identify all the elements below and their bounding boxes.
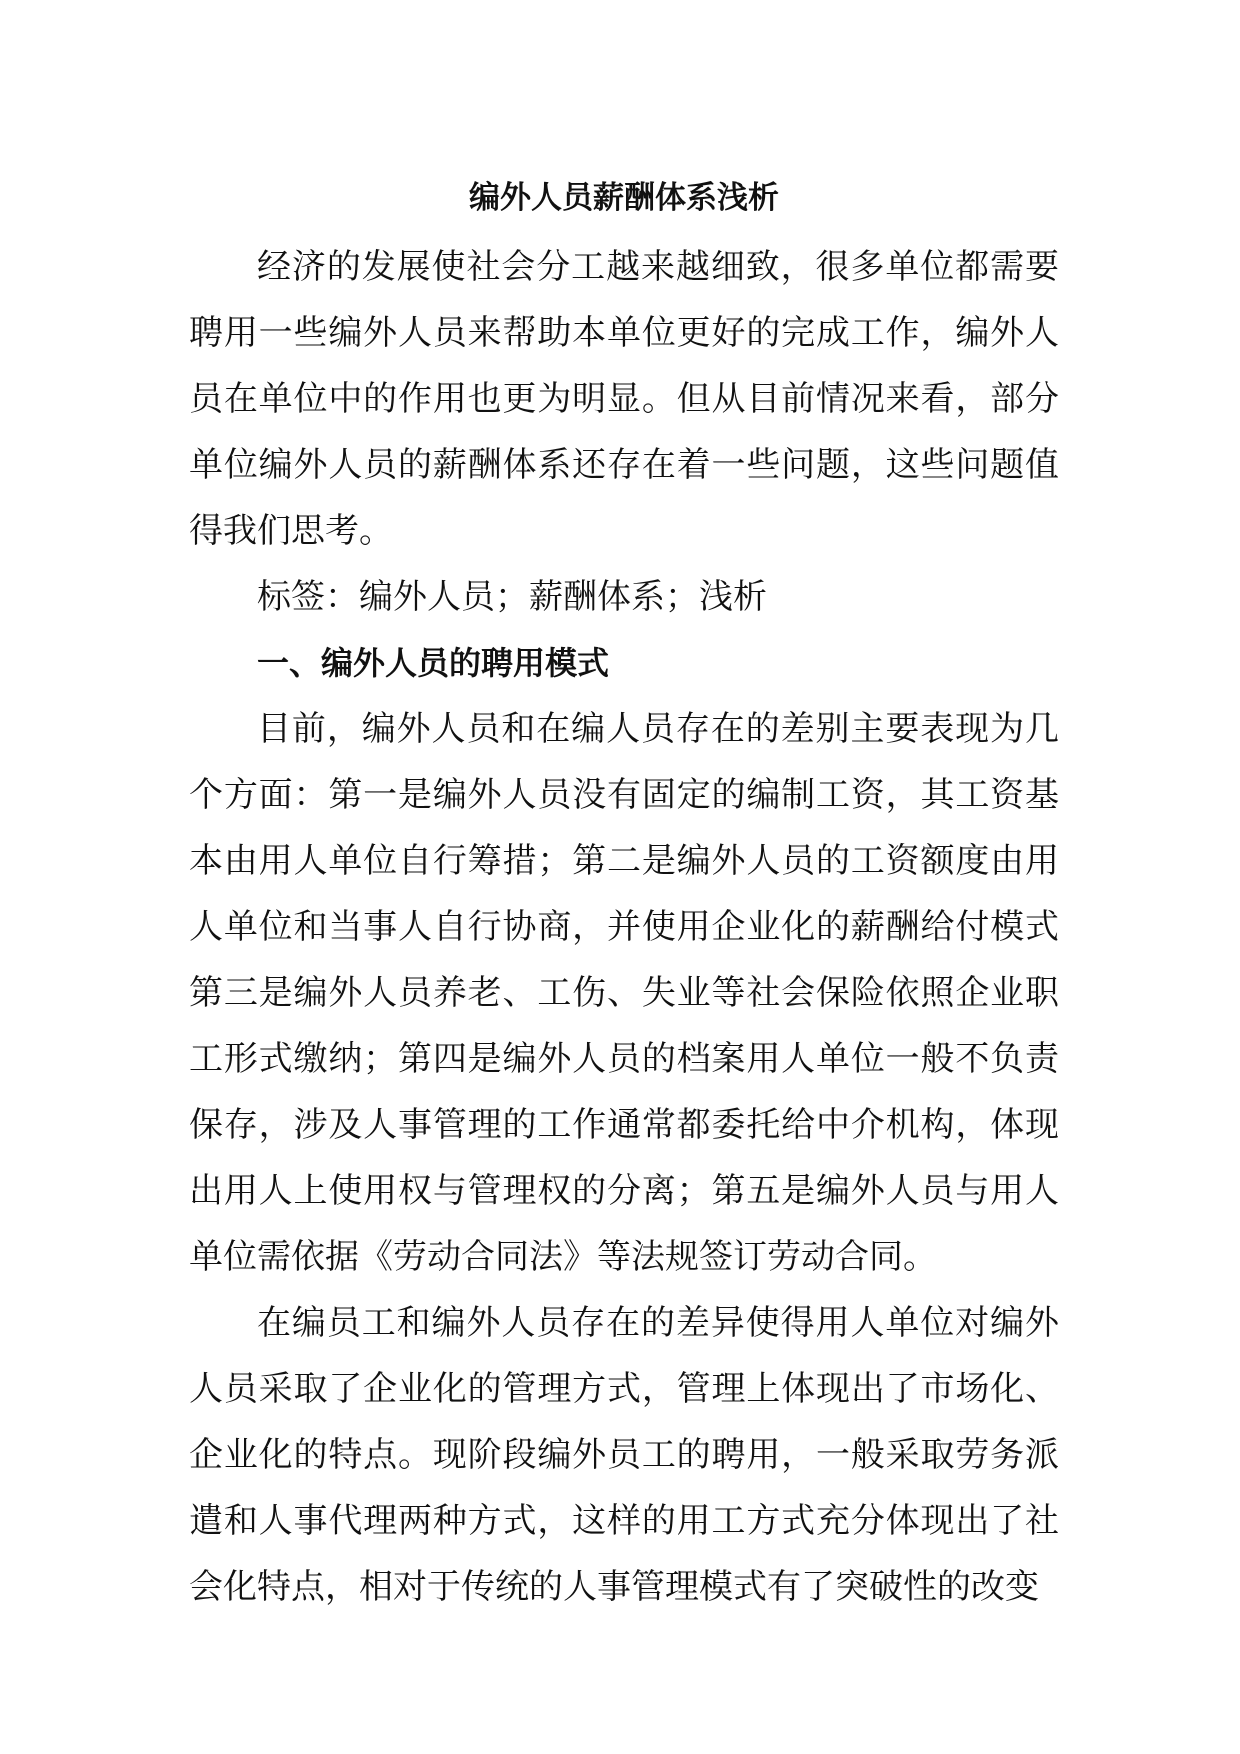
abstract-paragraph: 经济的发展使社会分工越来越细致，很多单位都需要聘用一些编外人员来帮助本单位更好的完成工作，编外人员在单位中的作用也更为明显。但从目前情况来看，部分单位编外人员的薪酬体系还存在着一些问题，这些问题值得我们思考。 [189,247,1059,551]
document-page [189,168,1059,1620]
body-paragraph: 在编员工和编外人员存在的差异使得用人单位对编外人员采取了企业化的管理方式，管理上体现出了市场化、企业化的特点。现阶段编外员工的聘用，一般采取劳务派遣和人事代理两种方式，这样的用工方式充分体现出了社会化特点，相对于传统的人事管理模式有了突破性的改变 [189,1303,1059,1607]
section-heading: 一、编外人员的聘用模式 [257,644,610,682]
keywords-line: 标签：编外人员；薪酬体系；浅析 [257,577,767,617]
body-paragraph: 目前，编外人员和在编人员存在的差别主要表现为几个方面：第一是编外人员没有固定的编制工资，其工资基本由用人单位自行筹措；第二是编外人员的工资额度由用人单位和当事人自行协商，并使用企业化的薪酬给付模式第三是编外人员养老、工伤、失业等社会保险依照企业职工形式缴纳；第四是编外人员的档案用人单位一般不负责保存，涉及人事管理的工作通常都委托给中介机构，体现出用人上使用权与管理权的分离；第五是编外人员与用人单位需依据《劳动合同法》等法规签订劳动合同。 [189,709,1059,1277]
document-title: 编外人员薪酬体系浅析 [469,180,779,216]
